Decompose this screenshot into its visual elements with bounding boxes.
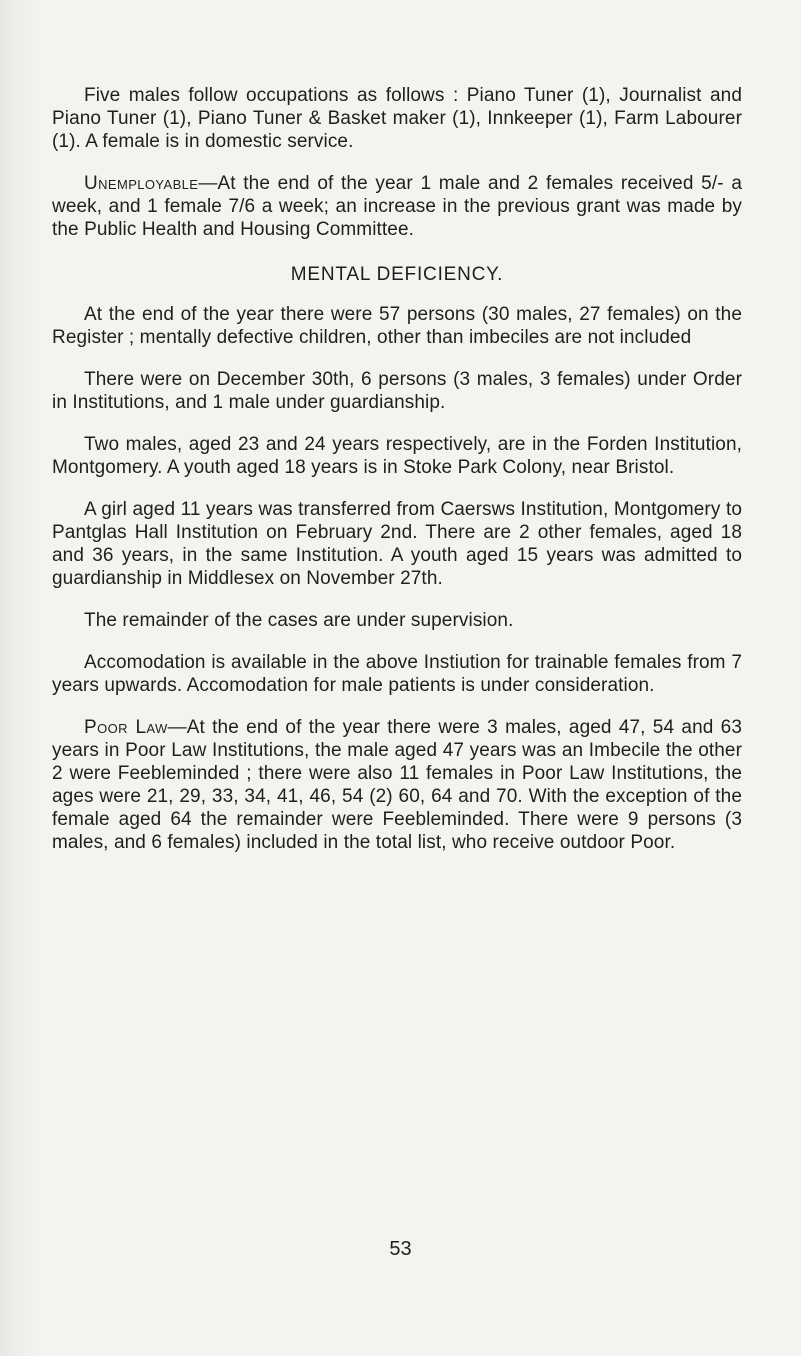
poor-law-text: —At the end of the year there were 3 males, aged 47, 54 and 63 years in Poor Law Institutions, the male aged 47 years was an Imbecile the other 2 were Feebleminded ; there were also 11 females in Poor Law Institutions, the ages were 21, 29, 33, 34, 41, 46, 54 (2) 60, 64 and 70. With the exception of the female aged 64 the remainder were Feebleminded. There were 9 persons (3 males, and 6 females) included in the total list, who receive outdoor Poor. [52,717,742,853]
paragraph-under-order: There were on December 30th, 6 persons (3 males, 3 females) under Order in Institutions, and 1 male under guardianship. [52,369,742,413]
document-body [52,84,742,854]
poor-law-lead: Poor Law [84,717,168,738]
unemployable-lead: Unemployable [84,173,199,194]
paragraph-supervision: The remainder of the cases are under supervision. [84,610,514,631]
page-number: 53 [389,1238,412,1260]
paragraph-accomodation: Accomodation is available in the above Instiution for trainable females from 7 years upwards. Accomodation for male patients is under consideration. [52,652,742,696]
unemployable-text: —At the end of the year 1 male and 2 females received 5/- a week, and 1 female 7/6 a week; an increase in the previous grant was made by the Public Health and Housing Committee. [52,173,742,240]
section-heading-mental-deficiency: MENTAL DEFICIENCY. [290,264,504,285]
paragraph-register: At the end of the year there were 57 persons (30 males, 27 females) on the Register ; mentally defective children, other than imbeciles are not included [52,304,742,348]
paragraph-unemployable [52,172,742,241]
paragraph-occupations: Five males follow occupations as follows : Piano Tuner (1), Journalist and Piano Tuner (1), Piano Tuner & Basket maker (1), Innkeeper (1), Farm Labourer (1). A female is in domestic service. [52,85,742,152]
paragraph-forden-institution: Two males, aged 23 and 24 years respectively, are in the Forden Institution, Montgomery. A youth aged 18 years is in Stoke Park Colony, near Bristol. [52,434,742,478]
paragraph-poor-law [52,716,742,854]
paragraph-girl-transferred: A girl aged 11 years was transferred from Caersws Institution, Montgomery to Pantglas Hall Institution on February 2nd. There are 2 other females, aged 18 and 36 years, in the same Institution. A youth aged 15 years was admitted to guardianship in Middlesex on November 27th. [52,499,742,589]
